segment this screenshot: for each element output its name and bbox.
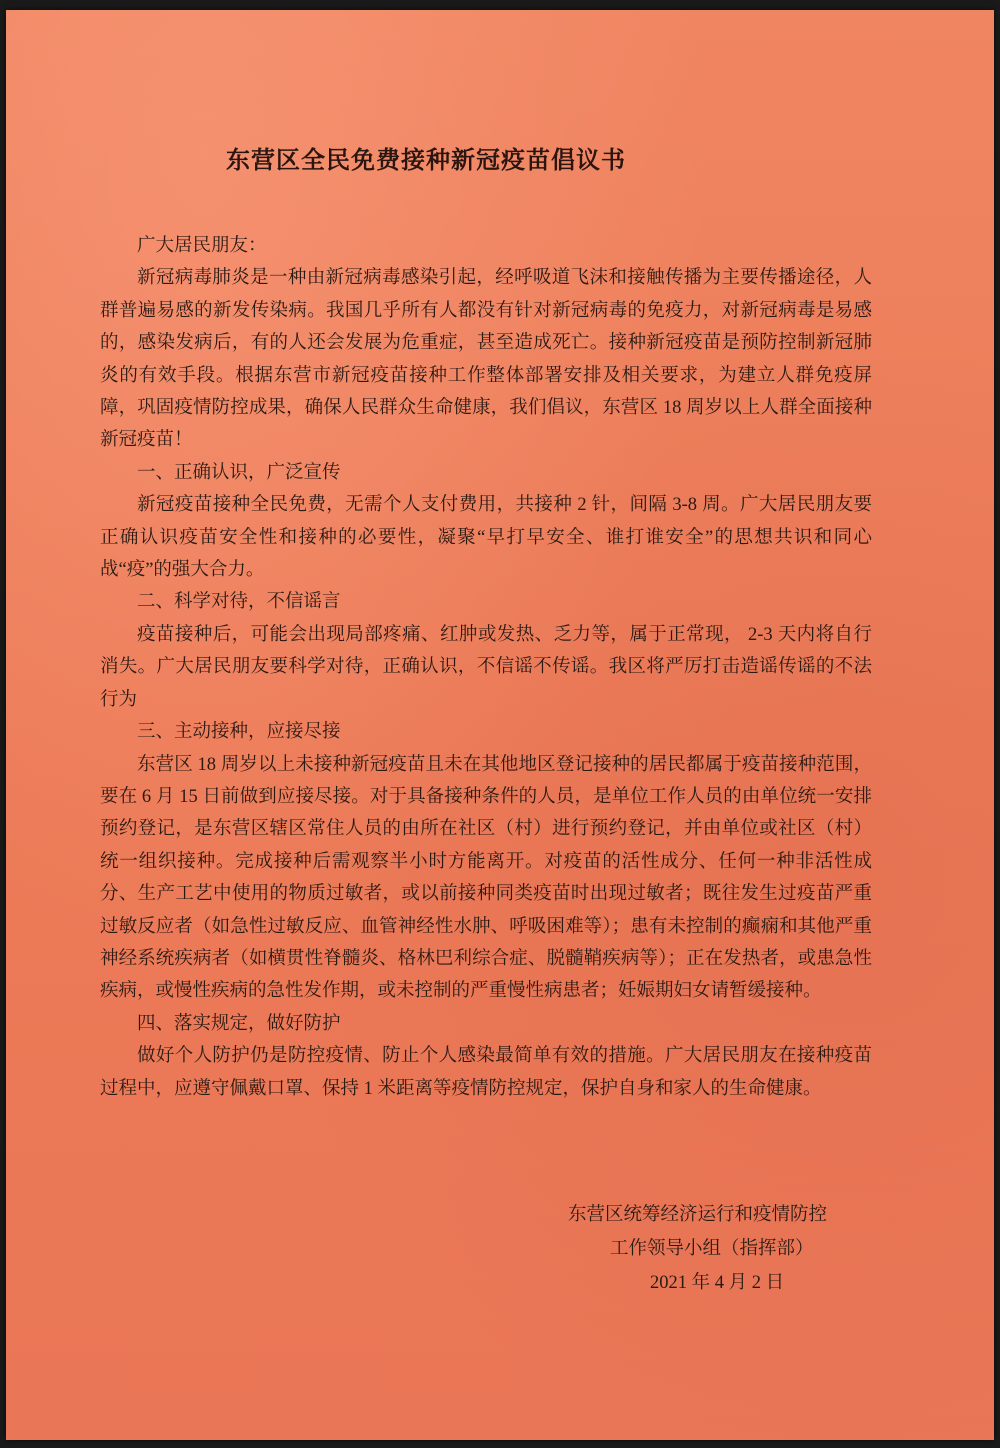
section-text-1: 新冠疫苗接种全民免费，无需个人支付费用，共接种 2 针，间隔 3-8 周。广大居民朋友要正确认识疫苗安全性和接种的必要性，凝聚“早打早安全、谁打谁安全”的思想共识和同心战“疫”的强大合力。 xyxy=(100,495,872,581)
document-body xyxy=(100,230,872,1105)
section-heading-4: 四、落实规定，做好防护 xyxy=(137,1013,341,1034)
document-title: 东营区全民免费接种新冠疫苗倡议书 xyxy=(226,146,626,174)
section-text-4: 做好个人防护仍是防控疫情、防止个人感染最简单有效的措施。广大居民朋友在接种疫苗过程中，应遵守佩戴口罩、保持 1 米距离等疫情防控规定，保护自身和家人的生命健康。 xyxy=(100,1046,872,1099)
section-heading-1: 一、正确认识，广泛宣传 xyxy=(137,462,341,483)
intro-paragraph: 新冠病毒肺炎是一种由新冠病毒感染引起，经呼吸道飞沫和接触传播为主要传播途径，人群普遍易感的新发传染病。我国几乎所有人都没有针对新冠病毒的免疫力，对新冠病毒是易感的，感染发病后，有的人还会发展为危重症，甚至造成死亡。接种新冠疫苗是预防控制新冠肺炎的有效手段。根据东营市新冠疫苗接种工作整体部署安排及相关要求，为建立人群免疫屏障，巩固疫情防控成果，确保人民群众生命健康，我们倡议，东营区 18 周岁以上人群全面接种新冠疫苗！ xyxy=(100,268,872,451)
signature-org-line2: 工作领导小组（指挥部） xyxy=(610,1239,814,1259)
orange-notice-paper xyxy=(6,10,994,1440)
section-text-2: 疫苗接种后，可能会出现局部疼痛、红肿或发热、乏力等，属于正常现， 2-3 天内将自行消失。广大居民朋友要科学对待，正确认识，不信谣不传谣。我区将严厉打击造谣传谣的不法行为 xyxy=(100,624,872,710)
section-heading-3: 三、主动接种，应接尽接 xyxy=(137,722,341,743)
salutation: 广大居民朋友： xyxy=(137,236,267,256)
section-text-3: 东营区 18 周岁以上未接种新冠疫苗且未在其他地区登记接种的居民都属于疫苗接种范围，要在 6 月 15 日前做到应接尽接。对于具备接种条件的人员，是单位工作人员的由单位统一安排预约登记，是东营区辖区常住人员的由所在社区（村）进行预约登记，并由单位或社区（村）统一组织接种。完成接种后需观察半小时方能离开。对疫苗的活性成分、任何一种非活性成分、生产工艺中使用的物质过敏者，或以前接种同类疫苗时出现过敏者；既往发生过疫苗严重过敏反应者（如急性过敏反应、血管神经性水肿、呼吸困难等）；患有未控制的癫痫和其他严重神经系统疾病者（如横贯性脊髓炎、格林巴利综合症、脱髓鞘疾病等）；正在发热者，或患急性疾病，或慢性疾病的急性发作期，或未控制的严重慢性病患者；妊娠期妇女请暂缓接种。 xyxy=(100,754,872,1002)
section-heading-2: 二、科学对待，不信谣言 xyxy=(137,592,341,613)
signature-org-line1: 东营区统筹经济运行和疫情防控 xyxy=(568,1205,828,1225)
signature-date: 2021 年 4 月 2 日 xyxy=(650,1273,785,1293)
signature-block xyxy=(546,1198,876,1300)
